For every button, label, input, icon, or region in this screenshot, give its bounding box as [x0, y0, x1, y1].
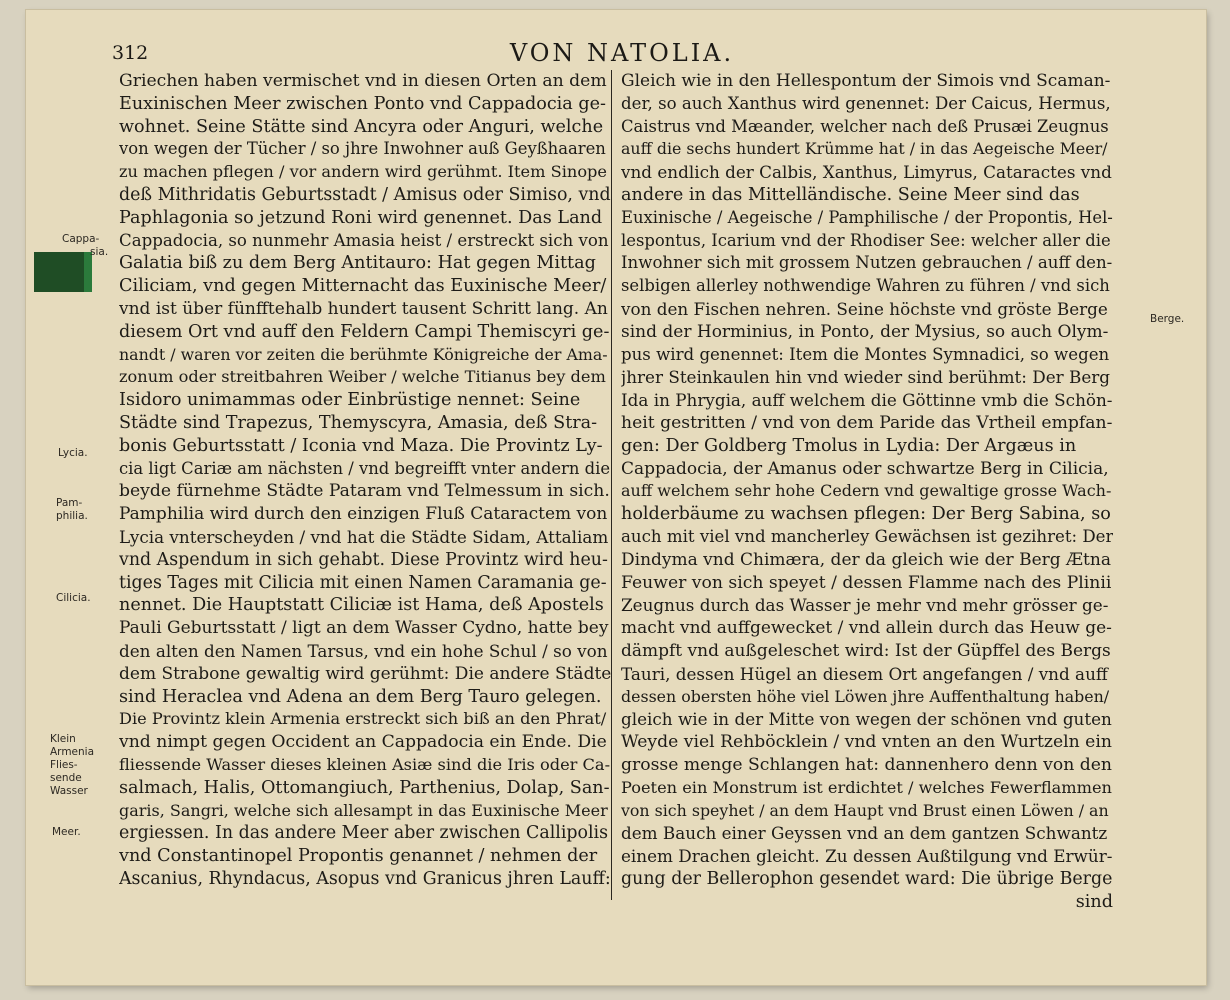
text-line: Zeugnus durch das Wasser je mehr vnd mehr grösser ge-: [621, 595, 1109, 616]
margin-note-armenia: [50, 733, 94, 759]
text-line: Dindyma vnd Chimæra, der da gleich wie der Berg Ætna: [621, 549, 1111, 570]
text-line: jhrer Steinkaulen hin vnd wieder sind berühmt: Der Berg: [621, 367, 1111, 388]
text-line: Cappadocia, der Amanus oder schwartze Berg in Cilicia,: [621, 458, 1109, 479]
text-line: vnd Constantinopel Propontis genannet / nehmen der: [119, 846, 598, 867]
text-line: wohnet. Seine Stätte sind Ancyra oder Anguri, welche: [119, 116, 604, 137]
text-line: Caistrus vnd Mæander, welcher nach deß Prusæi Zeugnus: [621, 116, 1109, 136]
text-line: Poeten ein Monstrum ist erdichtet / welches Fewerflammen: [621, 777, 1112, 797]
margin-note-waters: [50, 759, 88, 798]
margin-note-text: Berge.: [1150, 313, 1185, 325]
margin-note-text: Wasser: [50, 785, 88, 797]
margin-note-text: Klein: [50, 733, 76, 745]
text-line: Gleich wie in den Hellespontum der Simois vnd Scaman-: [621, 71, 1111, 91]
margin-note-text: Cilicia.: [56, 592, 91, 604]
text-line: Ida in Phrygia, auff welchem die Göttinne vmb die Schön-: [621, 390, 1113, 411]
margin-note-pamphilia: [56, 497, 88, 523]
margin-note-text: Lycia.: [58, 447, 88, 459]
text-line: holderbäume zu wachsen pflegen: Der Berg Sabina, so: [621, 504, 1111, 525]
text-line: vnd nimpt gegen Occident an Cappadocia ein Ende. Die: [119, 732, 607, 753]
text-line: Weyde viel Rehböcklein / vnd vnten an den Wurtzeln ein: [621, 732, 1112, 753]
text-line: sind: [1075, 891, 1113, 912]
text-line: Feuwer von sich speyet / dessen Flamme nach des Plinii: [621, 572, 1112, 593]
text-line: Tauri, dessen Hügel an diesem Ort angefangen / vnd auff: [621, 663, 1108, 684]
text-line: gung der Bellerophon gesendet ward: Die übrige Berge: [621, 868, 1113, 889]
margin-note-mountains: [1150, 313, 1184, 326]
text-line: cia ligt Cariæ am nächsten / vnd begreifft vnter andern die: [119, 458, 611, 478]
margin-note-text: Flies-: [50, 759, 78, 771]
text-line: Ciliciam, vnd gegen Mitternacht das Euxinische Meer/: [119, 276, 607, 297]
margin-note-lycia: [58, 447, 88, 460]
text-line: sind der Horminius, in Ponto, der Mysius, so auch Olym-: [621, 321, 1109, 342]
page-header: [112, 39, 1132, 68]
text-line: Cappadocia, so nunmehr Amasia heist / erstreckt sich von: [119, 230, 609, 250]
text-line: Pamphilia wird durch den einzigen Fluß Cataractem von: [119, 504, 608, 525]
text-line: dämpft vnd außgeleschet wird: Ist der Güpffel des Bergs: [621, 640, 1111, 661]
text-line: nandt / waren vor zeiten die berühmte Königreiche der Ama-: [119, 344, 608, 364]
text-line: garis, Sangri, welche sich allesampt in das Euxinische Meer: [119, 800, 608, 820]
text-line: gen: Der Goldberg Tmolus in Lydia: Der Argæus in: [621, 435, 1077, 456]
text-line: Griechen haben vermischet vnd in diesen Orten an dem: [119, 71, 607, 91]
text-line: Galatia biß zu dem Berg Antitauro: Hat gegen Mittag: [119, 253, 596, 274]
text-line: auch mit viel vnd mancherley Gewächsen ist gezihret: Der: [621, 526, 1113, 546]
text-line: bonis Geburtsstatt / Iconia vnd Maza. Die Provintz Ly-: [119, 435, 603, 456]
text-line: gleich wie in der Mitte von wegen der schönen vnd guten: [621, 709, 1112, 730]
text-line: selbigen allerley nothwendige Wahren zu führen / vnd sich: [621, 276, 1110, 296]
page-number: 312: [112, 42, 149, 64]
margin-note-text: Cappa-: [62, 233, 100, 245]
text-line: Lycia vnterscheyden / vnd hat die Städte Sidam, Attaliam: [119, 526, 609, 547]
margin-note-text: Meer.: [52, 826, 81, 838]
text-line: der, so auch Xanthus wird genennet: Der Caicus, Hermus,: [621, 93, 1111, 113]
margin-note-text: sende: [50, 772, 82, 784]
text-line: dessen obersten höhe viel Löwen jhre Auffenthaltung haben/: [621, 686, 1110, 706]
left-text-column: [119, 70, 611, 891]
text-line: ergiessen. In das andere Meer aber zwischen Callipolis: [119, 823, 609, 844]
text-line: deß Mithridatis Geburtsstadt / Amisus oder Simiso, vnd: [119, 184, 611, 205]
margin-note-text: sia.: [90, 246, 109, 258]
text-line: pus wird genennet: Item die Montes Symnadici, so wegen: [621, 344, 1110, 364]
text-line: von sich speyhet / an dem Haupt vnd Brust einen Löwen / an: [621, 800, 1109, 820]
running-head: VON NATOLIA.: [509, 39, 735, 67]
text-line: einem Drachen gleicht. Zu dessen Außtilgung vnd Erwür-: [621, 846, 1113, 867]
text-line: heit gestritten / vnd von dem Paride das Vrtheil empfan-: [621, 412, 1113, 433]
text-line: macht vnd auffgewecket / vnd allein durch das Heuw ge-: [621, 618, 1112, 639]
text-line: Die Provintz klein Armenia erstreckt sich biß an den Phrat/: [119, 709, 607, 729]
text-line: Pauli Geburtsstatt / ligt an dem Wasser Cydno, hatte bey: [119, 618, 609, 639]
text-line: sind Heraclea vnd Adena an dem Berg Tauro gelegen.: [119, 686, 602, 707]
text-line: Euxinischen Meer zwischen Ponto vnd Cappadocia ge-: [119, 93, 607, 114]
text-line: dem Bauch einer Geyssen vnd an dem gantzen Schwantz: [621, 823, 1108, 844]
text-line: beyde fürnehme Städte Pataram vnd Telmessum in sich.: [119, 481, 610, 502]
column-divider: [611, 70, 612, 900]
text-line: vnd endlich der Calbis, Xanthus, Limyrus, Cataractes vnd: [621, 162, 1112, 183]
text-line: andere in das Mittelländische. Seine Meer sind das: [621, 184, 1080, 205]
text-line: von wegen der Tücher / so jhre Inwohner auß Geyßhaaren: [119, 139, 606, 159]
text-line: dem Strabone gewaltig wird gerühmt: Die andere Städte: [119, 663, 611, 684]
text-line: von den Fischen nehren. Seine höchste vnd gröste Berge: [621, 298, 1108, 319]
margin-note-text: Armenia: [50, 746, 95, 758]
right-text-column: [621, 70, 1113, 913]
margin-note-seas: [52, 826, 81, 839]
text-line: diesem Ort vnd auff den Feldern Campi Themiscyri ge-: [119, 321, 610, 342]
text-line: auff welchem sehr hohe Cedern vnd gewaltige grosse Wach-: [621, 481, 1112, 501]
text-line: Ascanius, Rhyndacus, Asopus vnd Granicus jhren Lauff:: [119, 868, 611, 889]
text-line: vnd Aspendum in sich gehabt. Diese Provintz wird heu-: [119, 549, 608, 570]
text-line: zonum oder streitbahren Weiber / welche Titianus bey dem: [119, 367, 606, 387]
text-line: Isidoro unimammas oder Einbrüstige nennet: Seine: [119, 390, 581, 411]
text-line: grosse menge Schlangen hat: dannenhero denn von den: [621, 754, 1112, 775]
text-line: Inwohner sich mit grossem Nutzen gebrauchen / auff den-: [621, 253, 1113, 273]
text-line: zu machen pflegen / vor andern wird gerühmt. Item Sinope: [119, 162, 608, 182]
text-line: Städte sind Trapezus, Themyscyra, Amasia, deß Stra-: [119, 412, 598, 433]
text-line: den alten den Namen Tarsus, vnd ein hohe Schul / so von: [119, 640, 608, 661]
text-line: tiges Tages mit Cilicia mit einen Namen Caramania ge-: [119, 572, 607, 593]
margin-note-text: Pam-: [56, 497, 83, 509]
text-line: Paphlagonia so jetzund Roni wird genennet. Das Land: [119, 207, 603, 228]
text-line: Euxinische / Aegeische / Pamphilische / der Propontis, Hel-: [621, 207, 1113, 227]
margin-note-cappadocia: [62, 233, 108, 259]
margin-note-text: philia.: [56, 510, 88, 522]
text-line: auff die sechs hundert Krümme hat / in das Aegeische Meer/: [621, 139, 1108, 159]
margin-note-cilicia: [56, 592, 91, 605]
text-line: fliessende Wasser dieses kleinen Asiæ sind die Iris oder Ca-: [119, 754, 611, 774]
text-line: nennet. Die Hauptstatt Ciliciæ ist Hama, deß Apostels: [119, 595, 604, 616]
text-line: lespontus, Icarium vnd der Rhodiser See: welcher aller die: [621, 230, 1111, 250]
text-line: salmach, Halis, Ottomangiuch, Parthenius, Dolap, San-: [119, 777, 610, 798]
text-line: vnd ist über fünfftehalb hundert tausent Schritt lang. An: [119, 298, 608, 319]
